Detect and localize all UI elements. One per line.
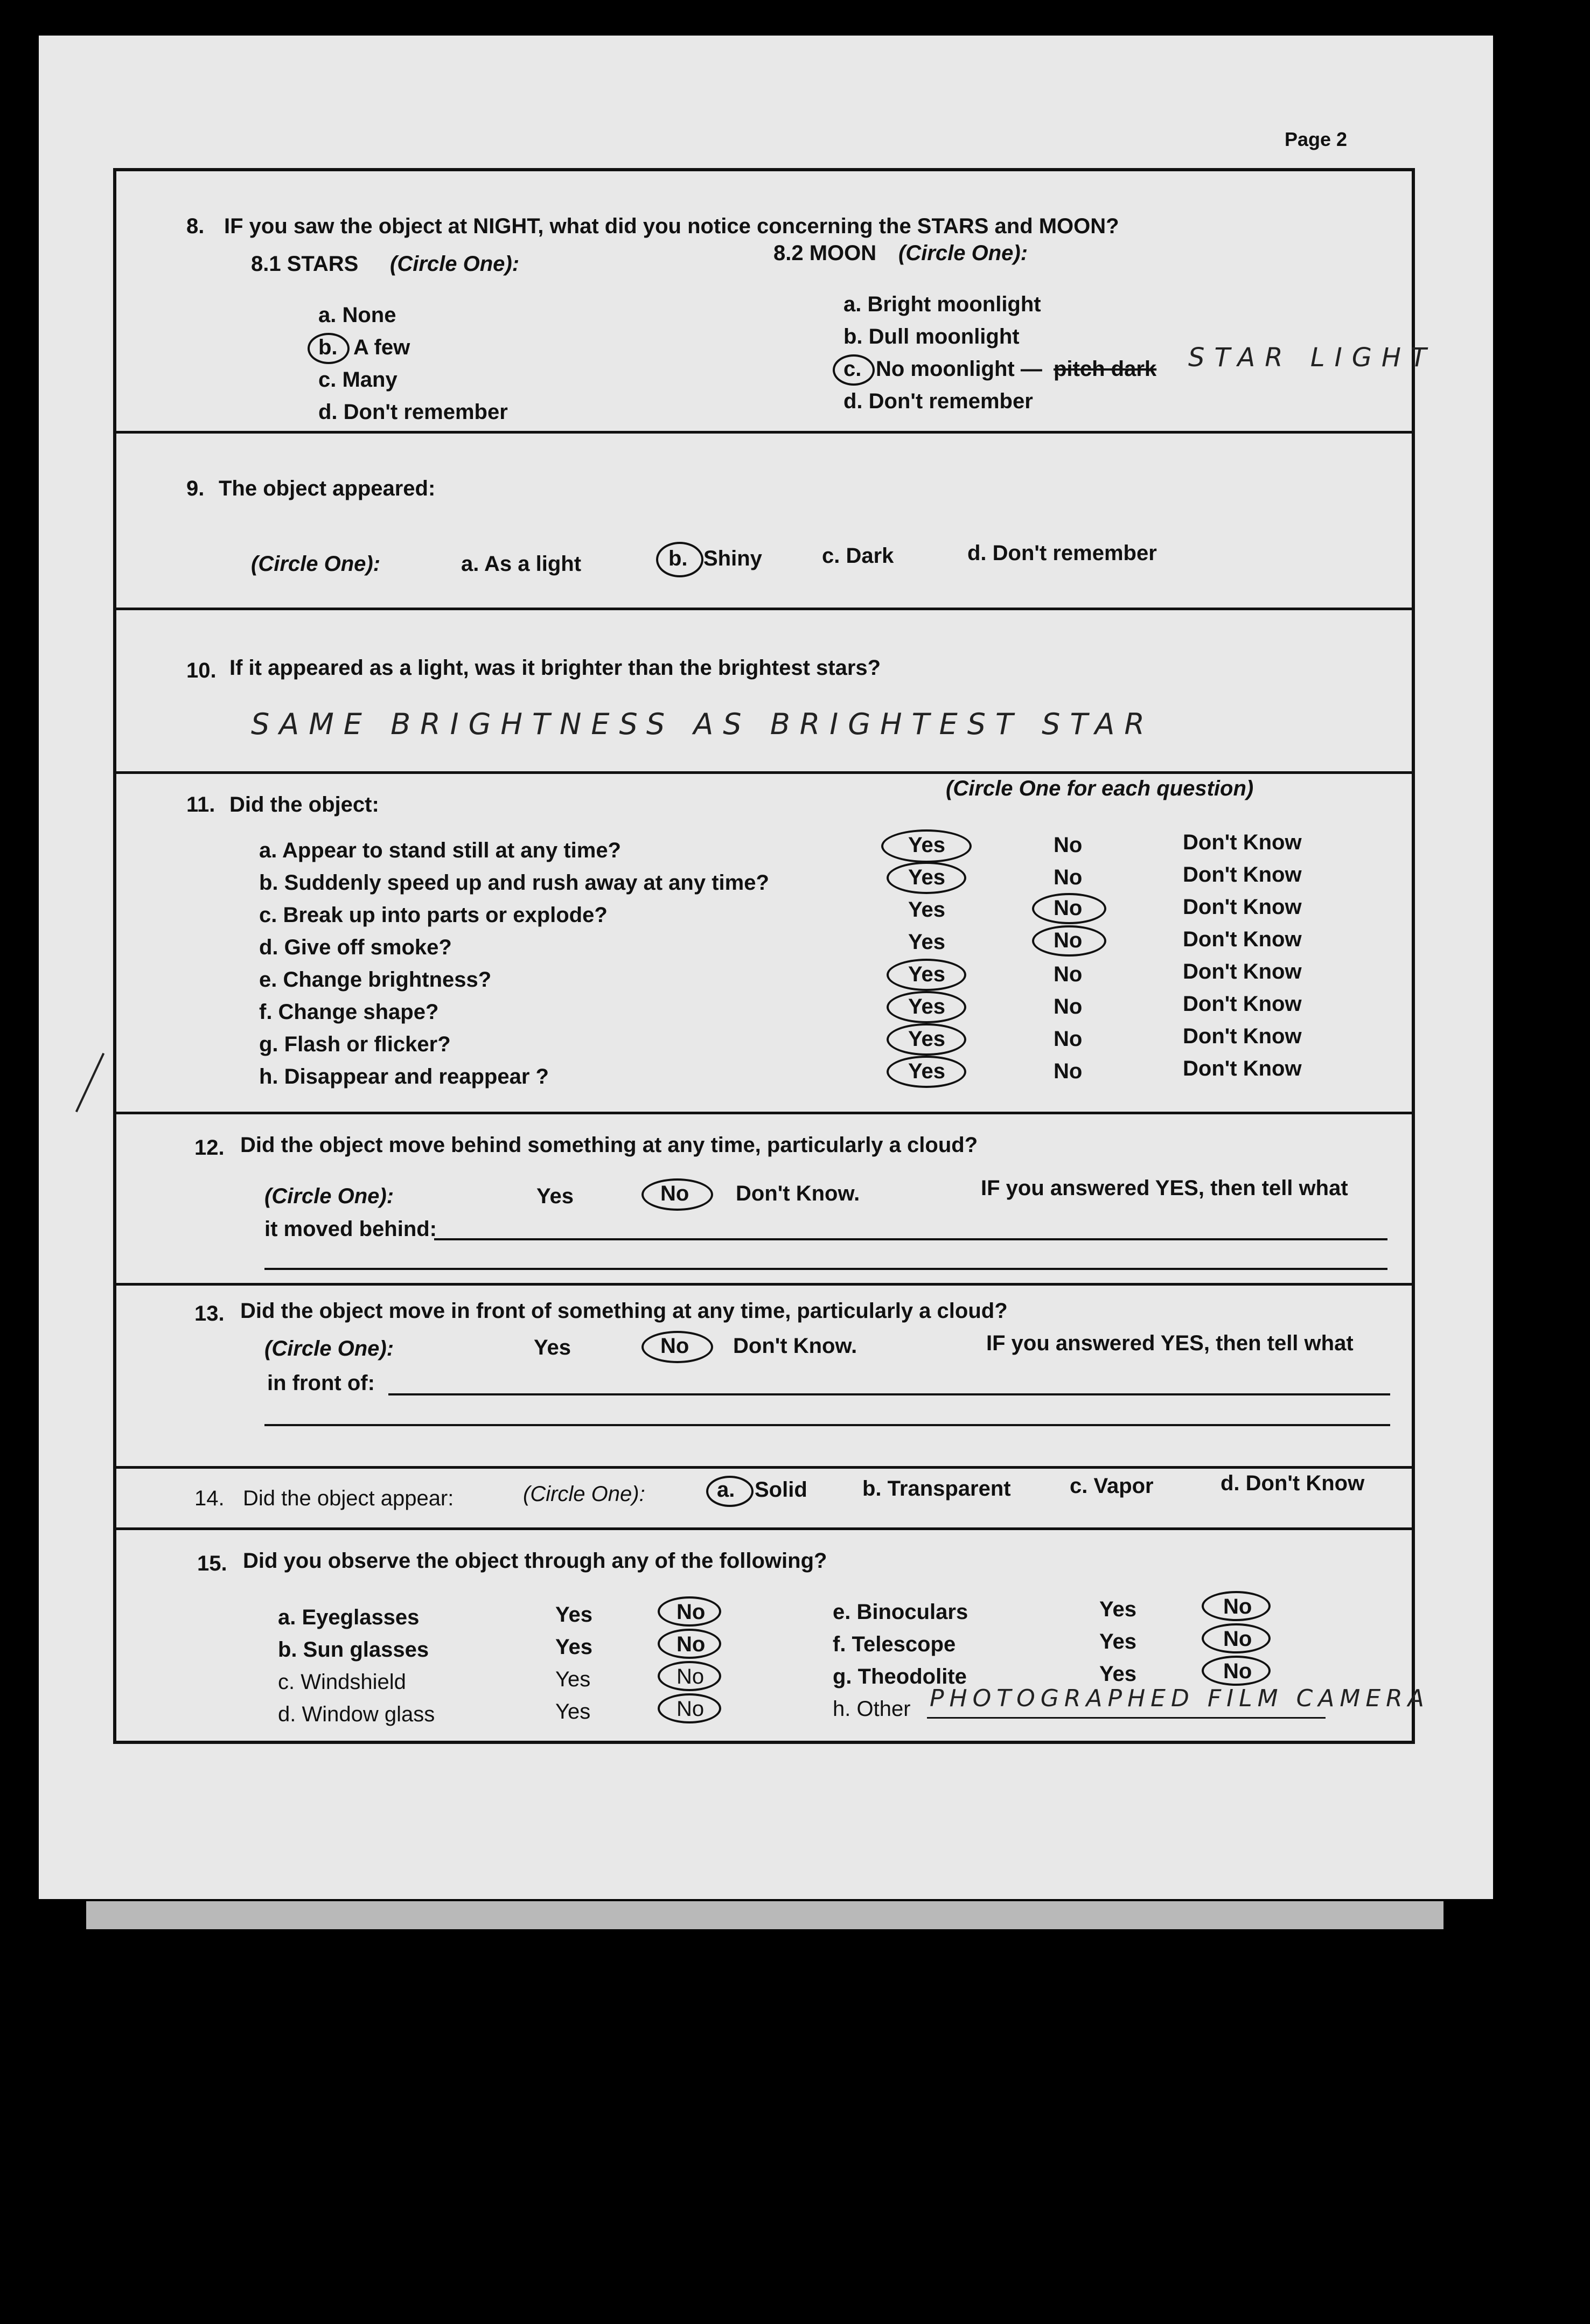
- question-15-number: 15.: [197, 1552, 227, 1575]
- q11-row-c-label: c. Break up into parts or explode?: [259, 903, 608, 927]
- moon-heading: 8.2 MOON: [773, 241, 877, 265]
- moon-option-d[interactable]: d. Don't remember: [843, 389, 1033, 413]
- question-15-text: Did you observe the object through any of the following?: [243, 1549, 827, 1573]
- stars-option-d[interactable]: d. Don't remember: [318, 400, 508, 424]
- q9-option-b-letter[interactable]: b.: [668, 547, 688, 570]
- q11-row-b-label: b. Suddenly speed up and rush away at any time?: [259, 871, 769, 895]
- questionnaire-form: [113, 168, 1436, 1744]
- q11-f-yes-circle: [887, 991, 966, 1023]
- stars-b-circle: [308, 333, 350, 364]
- question-14-section: [116, 1466, 1412, 1530]
- q11-d-no-circle: [1032, 925, 1106, 957]
- q11-row-d-no[interactable]: No: [1054, 929, 1083, 952]
- q11-row-a-no[interactable]: No: [1054, 833, 1083, 857]
- q11-row-g-dk[interactable]: Don't Know: [1183, 1024, 1302, 1048]
- question-13-instruction: (Circle One):: [264, 1337, 394, 1360]
- q11-row-g-label: g. Flash or flicker?: [259, 1032, 451, 1056]
- stars-instruction: (Circle One):: [390, 252, 520, 276]
- question-11-instruction: (Circle One for each question): [946, 777, 1254, 800]
- q11-row-b-dk[interactable]: Don't Know: [1183, 863, 1302, 887]
- q11-b-yes-circle: [887, 862, 966, 894]
- q12-dont-know[interactable]: Don't Know.: [736, 1182, 860, 1205]
- q15-e-no[interactable]: No: [1223, 1595, 1252, 1618]
- q15-other-line[interactable]: [927, 1717, 1326, 1719]
- q11-row-b-yes[interactable]: Yes: [908, 866, 945, 889]
- question-13-number: 13.: [194, 1302, 225, 1325]
- q13-yes[interactable]: Yes: [534, 1336, 571, 1359]
- moon-option-b[interactable]: b. Dull moonlight: [843, 325, 1020, 348]
- q15-a-no-circle: [658, 1596, 721, 1627]
- q15-f-label: f. Telescope: [833, 1632, 956, 1656]
- q15-b-yes[interactable]: Yes: [555, 1635, 592, 1659]
- question-11-number: 11.: [186, 793, 215, 816]
- q15-d-yes[interactable]: Yes: [555, 1700, 591, 1723]
- q11-row-f-yes[interactable]: Yes: [908, 995, 945, 1018]
- moon-option-c-letter[interactable]: c.: [843, 357, 862, 381]
- q13-dont-know[interactable]: Don't Know.: [733, 1334, 857, 1358]
- question-9-number: 9.: [186, 477, 205, 500]
- q14-option-c[interactable]: c. Vapor: [1070, 1474, 1154, 1498]
- moon-option-c-struck: pitch dark: [1054, 357, 1157, 381]
- q15-c-yes[interactable]: Yes: [555, 1667, 591, 1691]
- q15-d-no[interactable]: No: [677, 1697, 705, 1721]
- q12-no[interactable]: No: [660, 1182, 689, 1205]
- q15-g-no[interactable]: No: [1223, 1659, 1252, 1683]
- question-8-number: 8.: [186, 214, 205, 238]
- stars-option-a[interactable]: a. None: [318, 303, 396, 327]
- question-13-text: Did the object move in front of something at any time, particularly a cloud?: [240, 1299, 1008, 1323]
- stars-heading: 8.1 STARS: [251, 252, 359, 276]
- q13-answer-line-1[interactable]: [388, 1393, 1390, 1395]
- question-11-section: [116, 771, 1412, 1114]
- q15-f-no[interactable]: No: [1223, 1627, 1252, 1651]
- q11-g-yes-circle: [887, 1023, 966, 1056]
- stars-option-b-label[interactable]: A few: [353, 336, 410, 359]
- q11-row-f-label: f. Change shape?: [259, 1000, 439, 1024]
- question-13-section: [116, 1283, 1412, 1469]
- stars-option-c[interactable]: c. Many: [318, 368, 397, 392]
- q11-c-no-circle: [1032, 893, 1106, 924]
- q11-row-h-yes[interactable]: Yes: [908, 1059, 945, 1083]
- question-12-text: Did the object move behind something at any time, particularly a cloud?: [240, 1133, 978, 1157]
- q13-followup-label: in front of:: [267, 1371, 375, 1395]
- q12-followup-text: IF you answered YES, then tell what: [981, 1176, 1348, 1200]
- moon-handwritten-note: STAR LIGHT: [1188, 343, 1436, 373]
- q12-answer-line-2[interactable]: [264, 1268, 1387, 1270]
- q15-g-yes[interactable]: Yes: [1099, 1662, 1136, 1686]
- q9-option-b-label[interactable]: Shiny: [703, 547, 762, 570]
- q13-no-circle: [641, 1331, 713, 1363]
- q9-option-c[interactable]: c. Dark: [822, 544, 894, 568]
- question-12-number: 12.: [194, 1136, 225, 1160]
- question-15-section: [116, 1527, 1429, 1741]
- q11-row-a-label: a. Appear to stand still at any time?: [259, 839, 621, 862]
- q9-option-d[interactable]: d. Don't remember: [967, 541, 1157, 565]
- q11-a-yes-circle: [881, 829, 972, 863]
- q9-b-circle: [656, 542, 703, 577]
- q11-row-e-no[interactable]: No: [1054, 962, 1083, 986]
- q15-g-no-circle: [1202, 1656, 1271, 1686]
- question-8-text: IF you saw the object at NIGHT, what did you notice concerning the STARS and MOON?: [224, 214, 1119, 238]
- q15-c-no-circle: [658, 1661, 721, 1691]
- q12-followup-label: it moved behind:: [264, 1217, 437, 1241]
- q14-a-circle: [706, 1476, 754, 1507]
- q11-row-e-yes[interactable]: Yes: [908, 962, 945, 986]
- q11-row-c-yes[interactable]: Yes: [908, 898, 945, 922]
- q15-b-label: b. Sun glasses: [278, 1638, 429, 1662]
- q9-option-a[interactable]: a. As a light: [461, 552, 582, 576]
- q15-h-handwritten-answer: PHOTOGRAPHED FILM CAMERA: [930, 1685, 1429, 1712]
- q15-a-label: a. Eyeglasses: [278, 1606, 420, 1629]
- q11-row-h-dk[interactable]: Don't Know: [1183, 1057, 1302, 1080]
- q15-d-no-circle: [658, 1693, 721, 1723]
- q15-b-no-circle: [658, 1629, 721, 1659]
- q15-c-label: c. Windshield: [278, 1670, 406, 1694]
- moon-option-c-label[interactable]: No moonlight —: [876, 357, 1042, 381]
- question-14-number: 14.: [194, 1486, 225, 1510]
- q13-no[interactable]: No: [660, 1334, 689, 1358]
- moon-option-a[interactable]: a. Bright moonlight: [843, 292, 1041, 316]
- question-12-section: [116, 1112, 1412, 1286]
- q12-no-circle: [641, 1178, 713, 1211]
- q15-e-label: e. Binoculars: [833, 1600, 968, 1624]
- q11-row-d-label: d. Give off smoke?: [259, 936, 452, 959]
- q12-answer-line-1[interactable]: [434, 1238, 1387, 1240]
- question-14-instruction: (Circle One):: [523, 1482, 645, 1506]
- q15-c-no[interactable]: No: [677, 1665, 705, 1688]
- q15-a-yes[interactable]: Yes: [555, 1603, 592, 1627]
- question-9-section: [116, 431, 1412, 610]
- q11-row-h-no[interactable]: No: [1054, 1059, 1083, 1083]
- q15-g-label: g. Theodolite: [833, 1665, 967, 1688]
- question-11-text: Did the object:: [229, 793, 379, 816]
- sheet-shadow: [86, 1901, 1443, 1929]
- q15-a-no[interactable]: No: [677, 1600, 706, 1624]
- q11-row-e-dk[interactable]: Don't Know: [1183, 960, 1302, 983]
- q11-row-c-dk[interactable]: Don't Know: [1183, 895, 1302, 919]
- q14-option-a-letter[interactable]: a.: [717, 1478, 735, 1502]
- question-8-section: [116, 171, 1436, 434]
- q12-yes[interactable]: Yes: [536, 1184, 574, 1208]
- q11-row-e-label: e. Change brightness?: [259, 968, 492, 992]
- q11-row-f-dk[interactable]: Don't Know: [1183, 992, 1302, 1016]
- question-9-instruction: (Circle One):: [251, 552, 381, 576]
- q11-row-d-yes[interactable]: Yes: [908, 930, 945, 954]
- moon-instruction: (Circle One):: [898, 241, 1028, 265]
- question-10-handwritten-answer: SAME BRIGHTNESS AS BRIGHTEST STAR: [251, 707, 1154, 741]
- q14-option-d[interactable]: d. Don't Know: [1221, 1471, 1365, 1495]
- question-10-section: [116, 608, 1412, 774]
- stars-option-b-letter[interactable]: b.: [318, 336, 338, 359]
- question-10-text: If it appeared as a light, was it brighter than the brightest stars?: [229, 656, 881, 680]
- question-14-text: Did the object appear:: [243, 1486, 454, 1510]
- q14-option-b[interactable]: b. Transparent: [862, 1477, 1011, 1501]
- q11-row-g-no[interactable]: No: [1054, 1027, 1083, 1051]
- q11-row-d-dk[interactable]: Don't Know: [1183, 927, 1302, 951]
- q11-h-yes-circle: [887, 1056, 966, 1088]
- q11-row-h-label: h. Disappear and reappear ?: [259, 1065, 549, 1088]
- page-number: Page 2: [1285, 128, 1348, 150]
- q15-b-no[interactable]: No: [677, 1632, 706, 1656]
- q11-row-c-no[interactable]: No: [1054, 896, 1083, 920]
- q15-d-label: d. Window glass: [278, 1702, 435, 1726]
- q15-f-no-circle: [1202, 1623, 1271, 1653]
- q15-h-label: h. Other: [833, 1697, 911, 1721]
- q11-e-yes-circle: [887, 959, 966, 991]
- q11-row-a-dk[interactable]: Don't Know: [1183, 831, 1302, 854]
- moon-c-circle: [833, 354, 875, 386]
- q11-row-a-yes[interactable]: Yes: [908, 833, 945, 857]
- q11-row-f-no[interactable]: No: [1054, 995, 1083, 1018]
- question-10-number: 10.: [186, 659, 217, 682]
- q15-e-no-circle: [1202, 1591, 1271, 1621]
- q11-row-b-no[interactable]: No: [1054, 866, 1083, 889]
- q11-row-g-yes[interactable]: Yes: [908, 1027, 945, 1051]
- question-9-text: The object appeared:: [219, 477, 436, 500]
- q14-option-a-label[interactable]: Solid: [755, 1478, 807, 1502]
- q15-f-yes[interactable]: Yes: [1099, 1630, 1136, 1653]
- question-12-instruction: (Circle One):: [264, 1184, 394, 1208]
- q15-e-yes[interactable]: Yes: [1099, 1597, 1136, 1621]
- q13-followup-text: IF you answered YES, then tell what: [986, 1331, 1354, 1355]
- q13-answer-line-2[interactable]: [264, 1424, 1390, 1426]
